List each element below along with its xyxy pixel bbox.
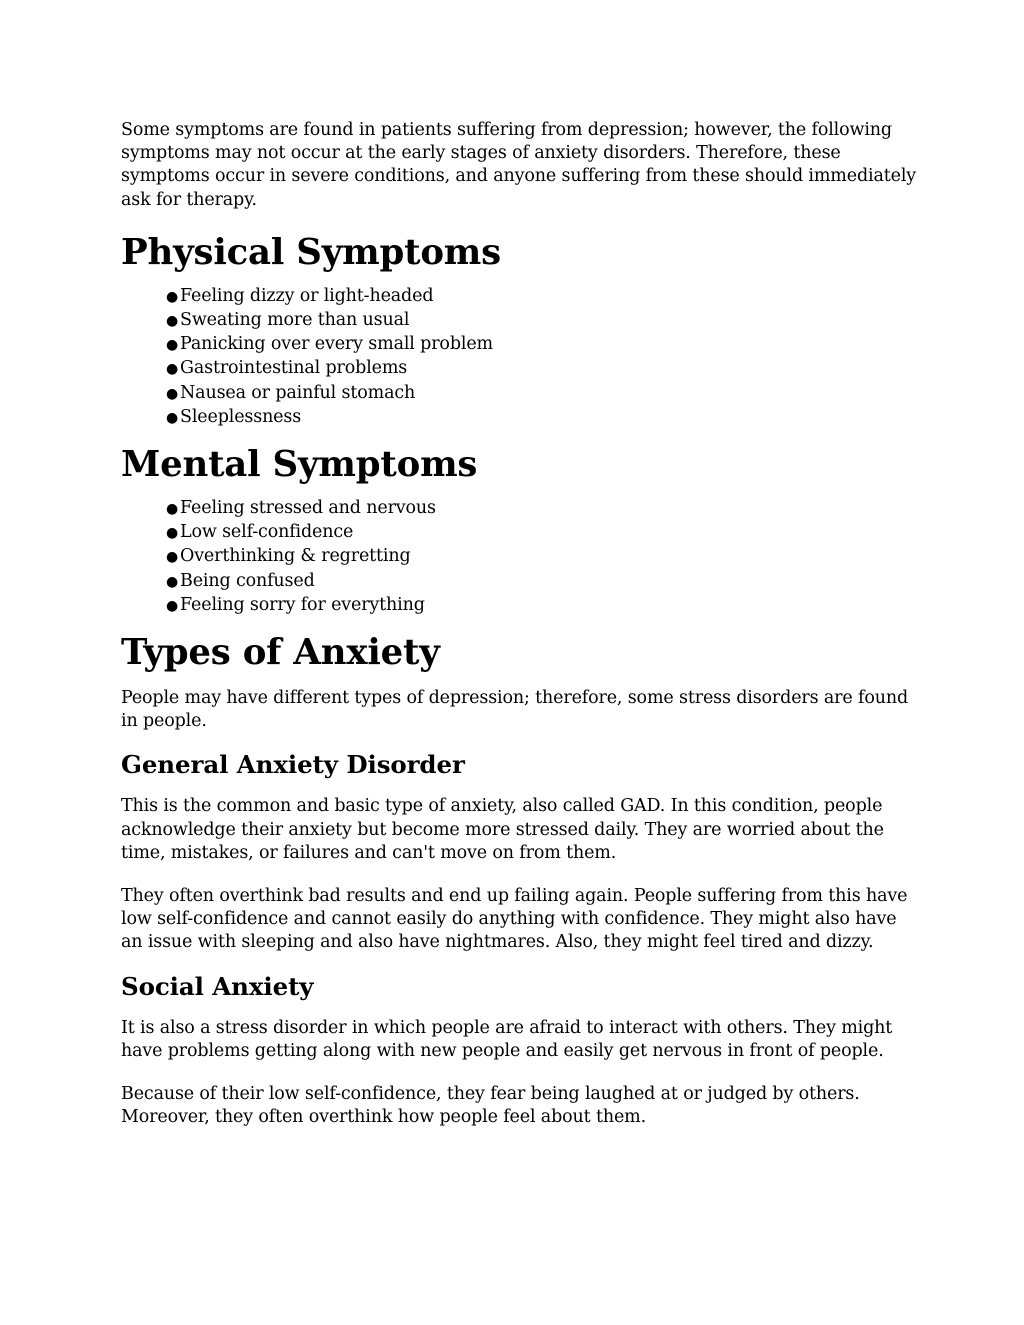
social-paragraph-1: It is also a stress disorder in which people are afraid to interact with others. They might have problems getting along with new people and easily get nervous in front of people. — [121, 1017, 893, 1061]
list-item: ● Overthinking & regretting — [166, 545, 921, 569]
gad-paragraph-2: They often overthink bad results and end up failing again. People suffering from this have low self-confidence and cannot easily do anything with confidence. They might also have an issue with sleeping and also have nightmares. Also, they might feel tired and dizzy. — [121, 886, 908, 953]
bullet-icon: ● — [166, 337, 179, 354]
list-item: ● Nausea or painful stomach — [166, 382, 921, 406]
bullet-icon: ● — [166, 597, 179, 614]
list-item: ● Gastrointestinal problems — [166, 357, 921, 381]
document-page — [121, 119, 921, 1129]
types-intro-paragraph: People may have different types of depression; therefore, some stress disorders are found in people. — [121, 688, 908, 732]
bullet-icon: ● — [166, 361, 179, 378]
bullet-icon: ● — [166, 525, 179, 542]
bullet-icon: ● — [166, 549, 179, 566]
gad-heading: General Anxiety Disorder — [121, 750, 465, 780]
types-of-anxiety-heading: Types of Anxiety — [121, 632, 440, 674]
list-item: ● Feeling dizzy or light-headed — [166, 285, 921, 309]
mental-symptoms-heading: Mental Symptoms — [121, 444, 478, 486]
social-anxiety-heading: Social Anxiety — [121, 971, 314, 1001]
bullet-icon: ● — [166, 409, 179, 426]
list-item: ● Panicking over every small problem — [166, 333, 921, 357]
bullet-icon: ● — [166, 501, 179, 518]
bullet-icon: ● — [166, 385, 179, 402]
list-item: ● Being confused — [166, 570, 921, 594]
intro-paragraph: Some symptoms are found in patients suffering from depression; however, the following symptoms may not occur at the early stages of anxiety disorders. Therefore, these symptoms occur in severe conditions, and anyone suffering from these should immediately ask for therapy. — [121, 120, 917, 210]
bullet-icon: ● — [166, 573, 179, 590]
list-item: ● Feeling stressed and nervous — [166, 497, 921, 521]
list-item: ● Sleeplessness — [166, 406, 921, 430]
physical-symptoms-list — [121, 285, 921, 430]
list-item: ● Low self-confidence — [166, 521, 921, 545]
physical-symptoms-heading: Physical Symptoms — [121, 231, 501, 273]
list-item: ● Sweating more than usual — [166, 309, 921, 333]
list-item: ● Feeling sorry for everything — [166, 594, 921, 618]
bullet-icon: ● — [166, 313, 179, 330]
bullet-icon: ● — [166, 288, 179, 305]
gad-paragraph-1: This is the common and basic type of anxiety, also called GAD. In this condition, people acknowledge their anxiety but become more stressed daily. They are worried about the time, mistakes, or failures and can't move on from them. — [121, 796, 884, 863]
mental-symptoms-list — [121, 497, 921, 618]
social-paragraph-2: Because of their low self-confidence, they fear being laughed at or judged by others. Moreover, they often overthink how people feel about them. — [121, 1084, 860, 1128]
